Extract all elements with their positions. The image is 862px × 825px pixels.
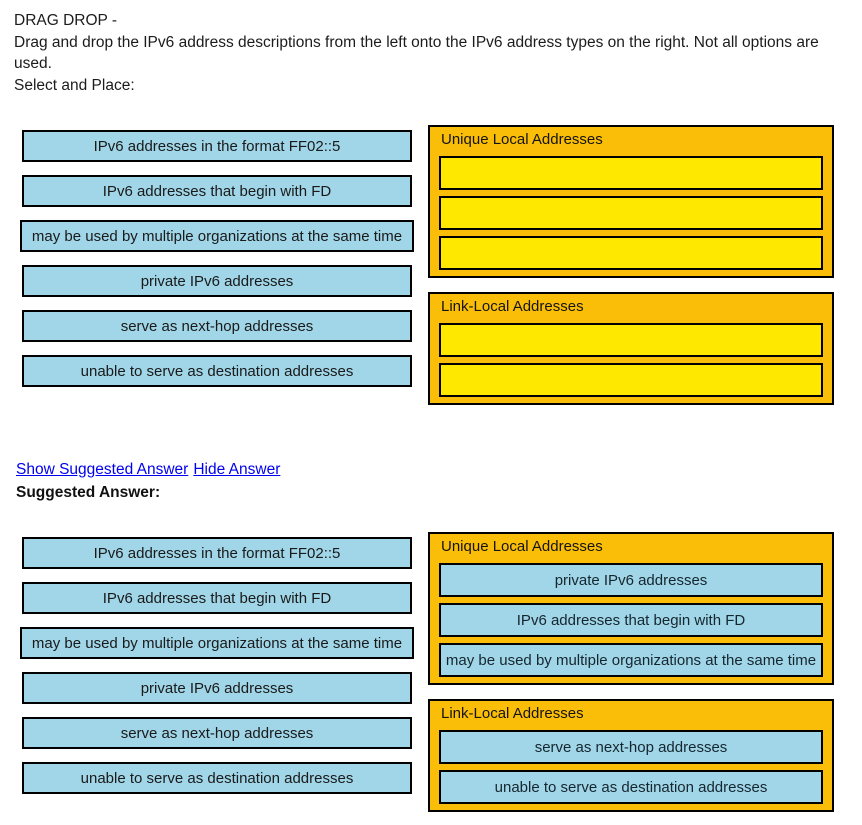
question-header: [0, 0, 862, 96]
drag-options-column: [0, 125, 428, 405]
answer-option-2: IPv6 addresses that begin with FD: [22, 582, 412, 614]
drag-option-6[interactable]: unable to serve as destination addresses: [22, 355, 412, 387]
drop-target-link-local: [428, 292, 834, 405]
drop-slot-link-local-1[interactable]: [439, 323, 823, 357]
answer-slot-link-local-2: unable to serve as destination addresses: [439, 770, 823, 804]
answer-title-unique-local: Unique Local Addresses: [441, 538, 603, 555]
answer-slot-unique-local-3: may be used by multiple organizations at the same time: [439, 643, 823, 677]
answer-option-4: private IPv6 addresses: [22, 672, 412, 704]
answer-option-5: serve as next-hop addresses: [22, 717, 412, 749]
answer-slot-unique-local-1: private IPv6 addresses: [439, 563, 823, 597]
drop-targets-column: [428, 125, 834, 405]
suggested-answer-board: [0, 532, 862, 812]
answer-title-link-local: Link-Local Addresses: [441, 705, 584, 722]
answer-options-column: [0, 532, 428, 812]
question-board: [0, 125, 862, 405]
suggested-answer-label: Suggested Answer:: [16, 484, 161, 501]
drag-option-3[interactable]: may be used by multiple organizations at the same time: [20, 220, 414, 252]
answer-target-link-local: [428, 699, 834, 812]
show-suggested-answer-link[interactable]: Show Suggested Answer: [16, 461, 189, 478]
answer-targets-column: [428, 532, 834, 812]
answer-target-unique-local: [428, 532, 834, 685]
drop-slot-unique-local-3[interactable]: [439, 236, 823, 270]
answer-option-1: IPv6 addresses in the format FF02::5: [22, 537, 412, 569]
drag-option-4[interactable]: private IPv6 addresses: [22, 265, 412, 297]
select-and-place-label: Select and Place:: [14, 76, 135, 94]
drag-option-5[interactable]: serve as next-hop addresses: [22, 310, 412, 342]
drop-slot-unique-local-2[interactable]: [439, 196, 823, 230]
drag-option-2[interactable]: IPv6 addresses that begin with FD: [22, 175, 412, 207]
drop-slot-unique-local-1[interactable]: [439, 156, 823, 190]
answer-option-3: may be used by multiple organizations at the same time: [20, 627, 414, 659]
drop-slot-link-local-2[interactable]: [439, 363, 823, 397]
drop-target-unique-local: [428, 125, 834, 278]
question-type-label: DRAG DROP -: [14, 12, 118, 29]
answer-slot-link-local-1: serve as next-hop addresses: [439, 730, 823, 764]
answer-option-6: unable to serve as destination addresses: [22, 762, 412, 794]
question-instruction: Drag and drop the IPv6 address descriptions from the left onto the IPv6 address types on the right. Not all options are used.: [14, 33, 819, 72]
target-title-link-local: Link-Local Addresses: [441, 298, 584, 315]
answer-slot-unique-local-2: IPv6 addresses that begin with FD: [439, 603, 823, 637]
answer-links-row: [0, 461, 862, 479]
hide-answer-link[interactable]: Hide Answer: [193, 461, 281, 478]
target-title-unique-local: Unique Local Addresses: [441, 131, 603, 148]
drag-option-1[interactable]: IPv6 addresses in the format FF02::5: [22, 130, 412, 162]
